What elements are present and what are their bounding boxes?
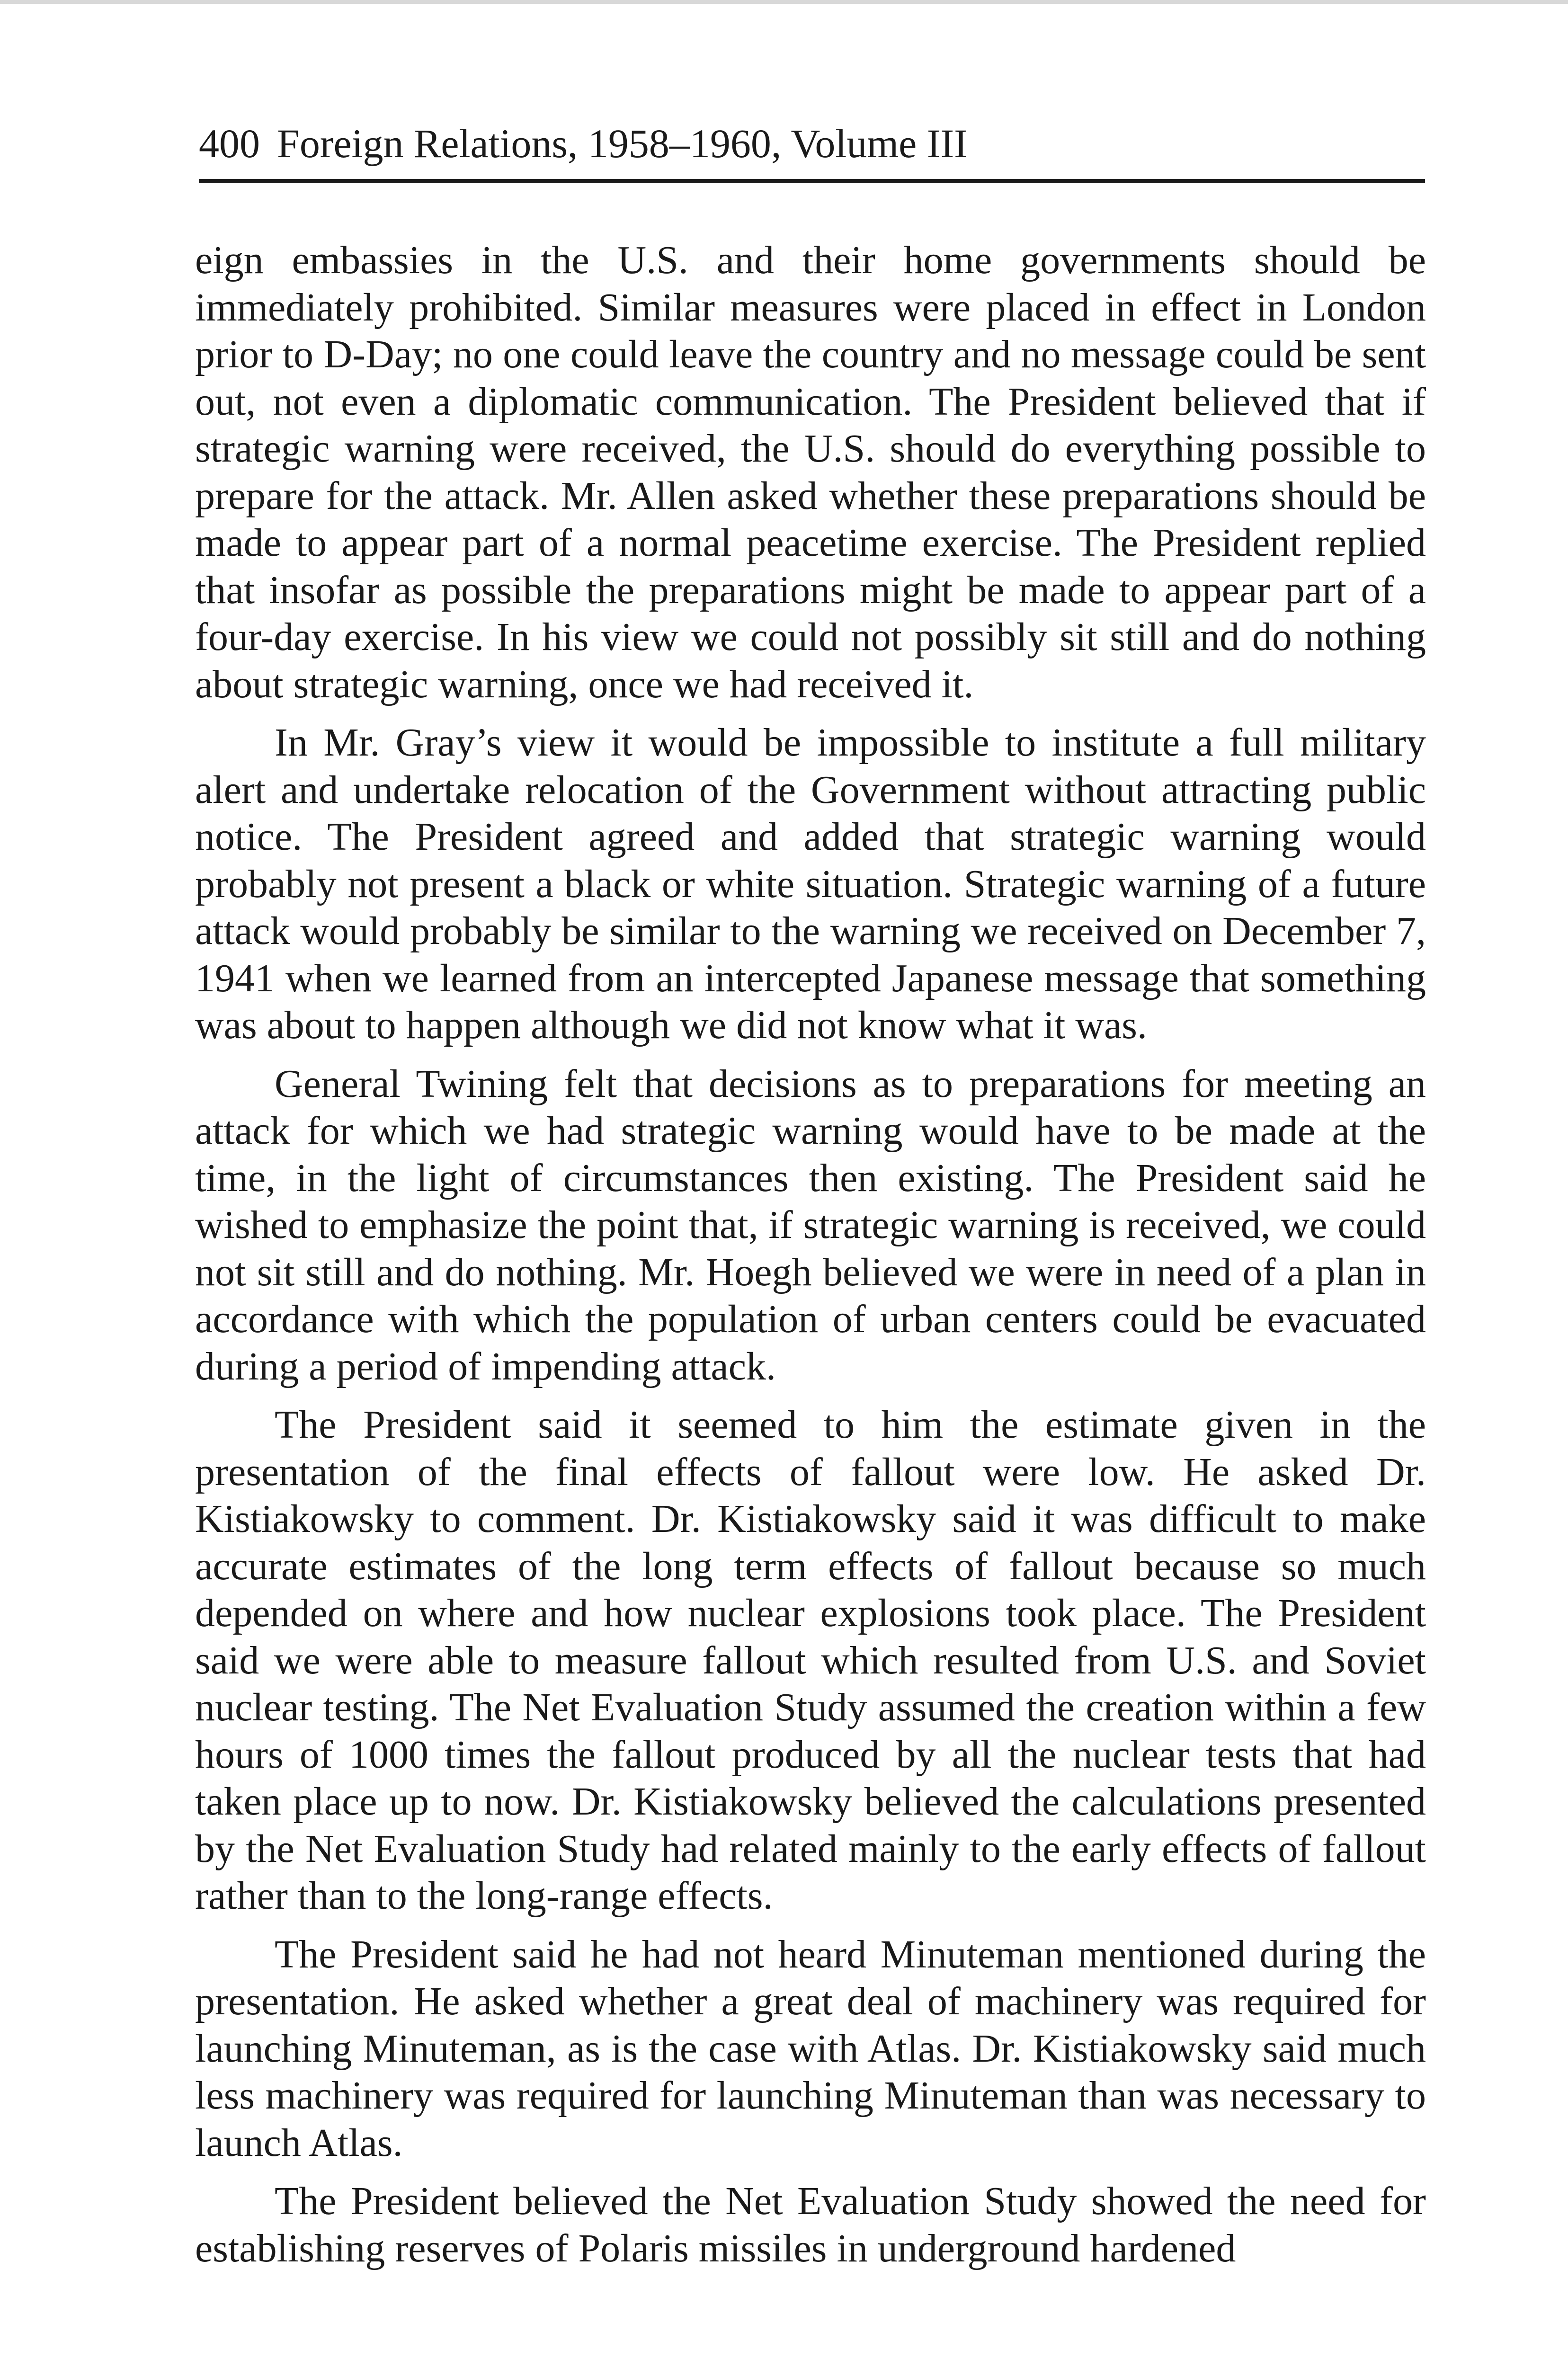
page-number: 400 — [199, 121, 260, 166]
running-head — [199, 117, 1425, 184]
paragraph-continued: eign embassies in the U.S. and their home governments should be immediately prohibited. Similar measures were placed in effect in London prior to D-Day; no one could leave the country and no message could be sent out, not even a diplomatic communication. The President believed that if strategic warning were received, the U.S. should do everything possible to prepare for the attack. Mr. Allen asked whether these preparations should be made to appear part of a normal peacetime exercise. The President replied that insofar as possible the preparations might be made to appear part of a four-day exercise. In his view we could not possibly sit still and do nothing about strategic warning, once we had received it. — [195, 238, 1426, 706]
scan-top-edge — [0, 0, 1568, 4]
paragraph-twining: General Twining felt that decisions as to preparations for meeting an attack for which we had strategic warning would have to be made at the time, in the light of circumstances then existing. The President said he wished to emphasize the point that, if strategic warning is received, we could not sit still and do nothing. Mr. Hoegh believed we were in need of a plan in accordance with which the population of urban centers could be evacuated during a period of impending attack. — [195, 1061, 1426, 1388]
body-text — [195, 237, 1426, 2283]
paragraph-gray-view: In Mr. Gray’s view it would be impossible to institute a full military alert and undertake relocation of the Government without attracting public notice. The President agreed and added that strategic warning would probably not present a black or white situation. Strategic warning of a future attack would probably be similar to the warning we received on December 7, 1941 when we learned from an intercepted Japanese message that something was about to happen although we did not know what it was. — [195, 721, 1426, 1047]
running-head-text — [199, 117, 968, 169]
running-title: Foreign Relations, 1958–1960, Volume III — [277, 121, 968, 166]
paragraph-minuteman: The President said he had not heard Minuteman mentioned during the presentation. He asked whether a great deal of machinery was required for launching Minuteman, as is the case with Atlas. Dr. Kistiakowsky said much less machinery was required for launching Minuteman than was necessary to launch Atlas. — [195, 1932, 1426, 2165]
paragraph-fallout: The President said it seemed to him the estimate given in the presentation of the final effects of fallout were low. He asked Dr. Kistiakowsky to comment. Dr. Kistiakowsky said it was difficult to make accurate estimates of the long term effects of fallout because so much depended on where and how nuclear explosions took place. The President said we were able to measure fallout which resulted from U.S. and Soviet nuclear testing. The Net Evaluation Study assumed the creation within a few hours of 1000 times the fallout produced by all the nuclear tests that had taken place up to now. Dr. Kistiakowsky believed the calculations presented by the Net Evaluation Study had related mainly to the early effects of fallout rather than to the long-range effects. — [195, 1403, 1426, 1918]
paragraph-polaris: The President believed the Net Evaluation Study showed the need for establishing reserves of Polaris missiles in underground hardened — [195, 2179, 1426, 2270]
header-rule — [199, 179, 1425, 183]
